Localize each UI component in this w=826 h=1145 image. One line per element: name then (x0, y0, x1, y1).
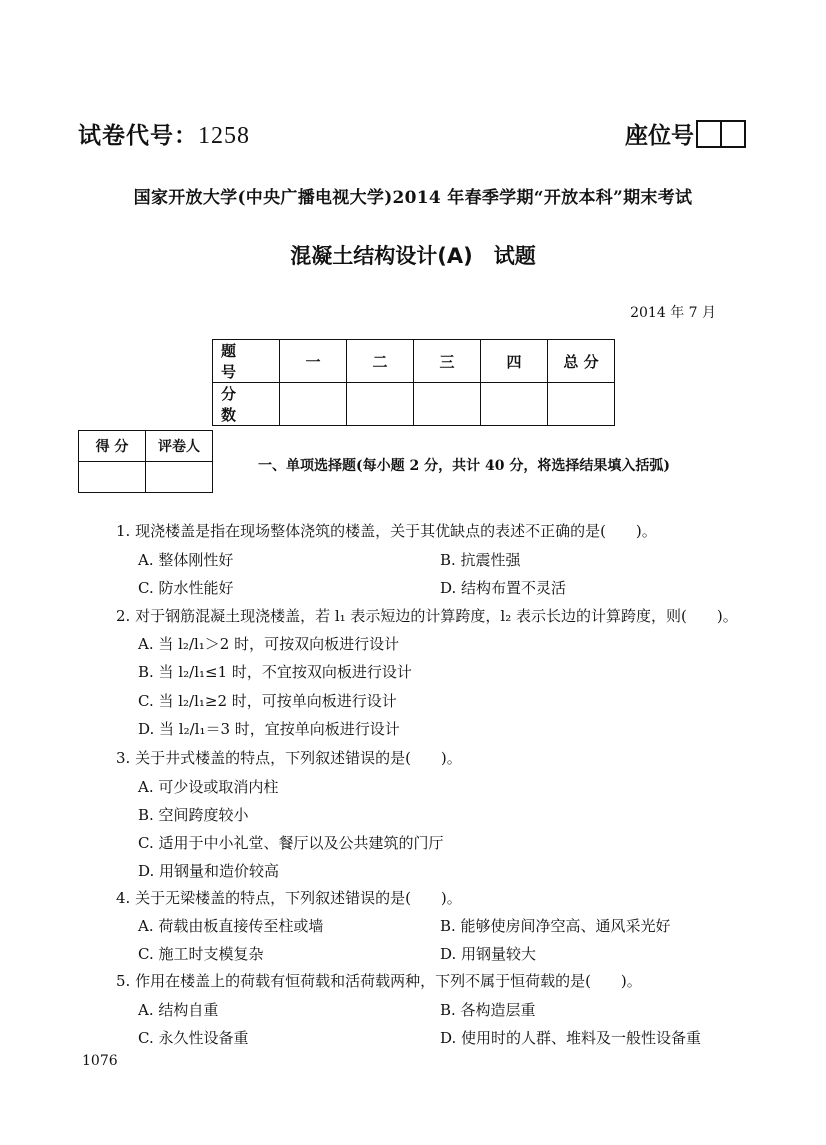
score-cell[interactable] (280, 383, 347, 426)
question-option: A. 当 l₂/l₁＞2 时，可按双向板进行设计 (138, 635, 400, 653)
grader-name-cell[interactable] (146, 462, 213, 493)
paper-code-number: 1258 (198, 123, 250, 149)
grader-table (78, 430, 213, 493)
question-stem: 3. 关于井式楼盖的特点，下列叙述错误的是( )。 (116, 749, 462, 767)
question-option: B. 抗震性强 (440, 551, 521, 569)
question-option: A. 可少设或取消内柱 (138, 778, 279, 796)
grader-score-label: 得 分 (79, 431, 146, 462)
page-number: 1076 (82, 1053, 118, 1069)
paper-code-label: 试卷代号： (78, 123, 198, 149)
exam-date: 2014 年 7 月 (630, 305, 716, 321)
question-option: B. 能够使房间净空高、通风采光好 (440, 917, 671, 935)
score-cell[interactable] (548, 383, 615, 426)
question-option: A. 整体刚性好 (138, 551, 234, 569)
question-option: D. 用钢量和造价较高 (138, 862, 280, 880)
question-option: D. 结构布置不灵活 (440, 579, 567, 597)
question-option: B. 空间跨度较小 (138, 806, 249, 824)
question-stem: 5. 作用在楼盖上的荷载有恒荷载和活荷载两种，下列不属于恒荷载的是( )。 (116, 972, 642, 990)
question-stem: 4. 关于无梁楼盖的特点，下列叙述错误的是( )。 (116, 889, 462, 907)
question-option: D. 使用时的人群、堆料及一般性设备重 (440, 1029, 702, 1047)
score-table (212, 339, 615, 426)
question-option: D. 当 l₂/l₁＝3 时，宜按单向板进行设计 (138, 720, 400, 738)
question-option: C. 适用于中小礼堂、餐厅以及公共建筑的门厅 (138, 834, 444, 852)
score-header-cell: 一 (280, 340, 347, 383)
score-cell[interactable] (347, 383, 414, 426)
score-header-cell: 四 (481, 340, 548, 383)
question-option: C. 当 l₂/l₁≥2 时，可按单向板进行设计 (138, 692, 397, 710)
question-option: C. 施工时支模复杂 (138, 945, 264, 963)
grader-name-label: 评卷人 (146, 431, 213, 462)
score-row-label: 分 数 (213, 383, 280, 426)
grader-score-cell[interactable] (79, 462, 146, 493)
score-header-label: 题 号 (213, 340, 280, 383)
question-option: A. 结构自重 (138, 1001, 219, 1019)
question-stem: 1. 现浇楼盖是指在现场整体浇筑的楼盖，关于其优缺点的表述不正确的是( )。 (116, 522, 657, 540)
section-title: 一、单项选择题(每小题 2 分，共计 40 分，将选择结果填入括弧) (258, 458, 670, 474)
question-option: D. 用钢量较大 (440, 945, 537, 963)
score-cell[interactable] (414, 383, 481, 426)
seat-number (625, 117, 746, 150)
seat-label: 座位号 (625, 123, 694, 149)
question-stem: 2. 对于钢筋混凝土现浇楼盖，若 l₁ 表示短边的计算跨度，l₂ 表示长边的计算跨度，则( )。 (116, 607, 738, 625)
seat-boxes[interactable] (696, 120, 746, 148)
score-header-cell: 总 分 (548, 340, 615, 383)
score-cell[interactable] (481, 383, 548, 426)
question-option: A. 荷载由板直接传至柱或墙 (138, 917, 324, 935)
question-option: C. 永久性设备重 (138, 1029, 249, 1047)
question-option: B. 当 l₂/l₁≤1 时，不宜按双向板进行设计 (138, 663, 412, 681)
score-header-cell: 三 (414, 340, 481, 383)
question-option: C. 防水性能好 (138, 579, 234, 597)
exam-line: 国家开放大学(中央广播电视大学)2014 年春季学期“开放本科”期末考试 (133, 188, 693, 208)
score-header-cell: 二 (347, 340, 414, 383)
score-table-score-row (213, 383, 615, 426)
score-table-header-row (213, 340, 615, 383)
question-option: B. 各构造层重 (440, 1001, 536, 1019)
paper-code (78, 117, 250, 150)
page-title: 混凝土结构设计(A) 试题 (290, 244, 536, 268)
